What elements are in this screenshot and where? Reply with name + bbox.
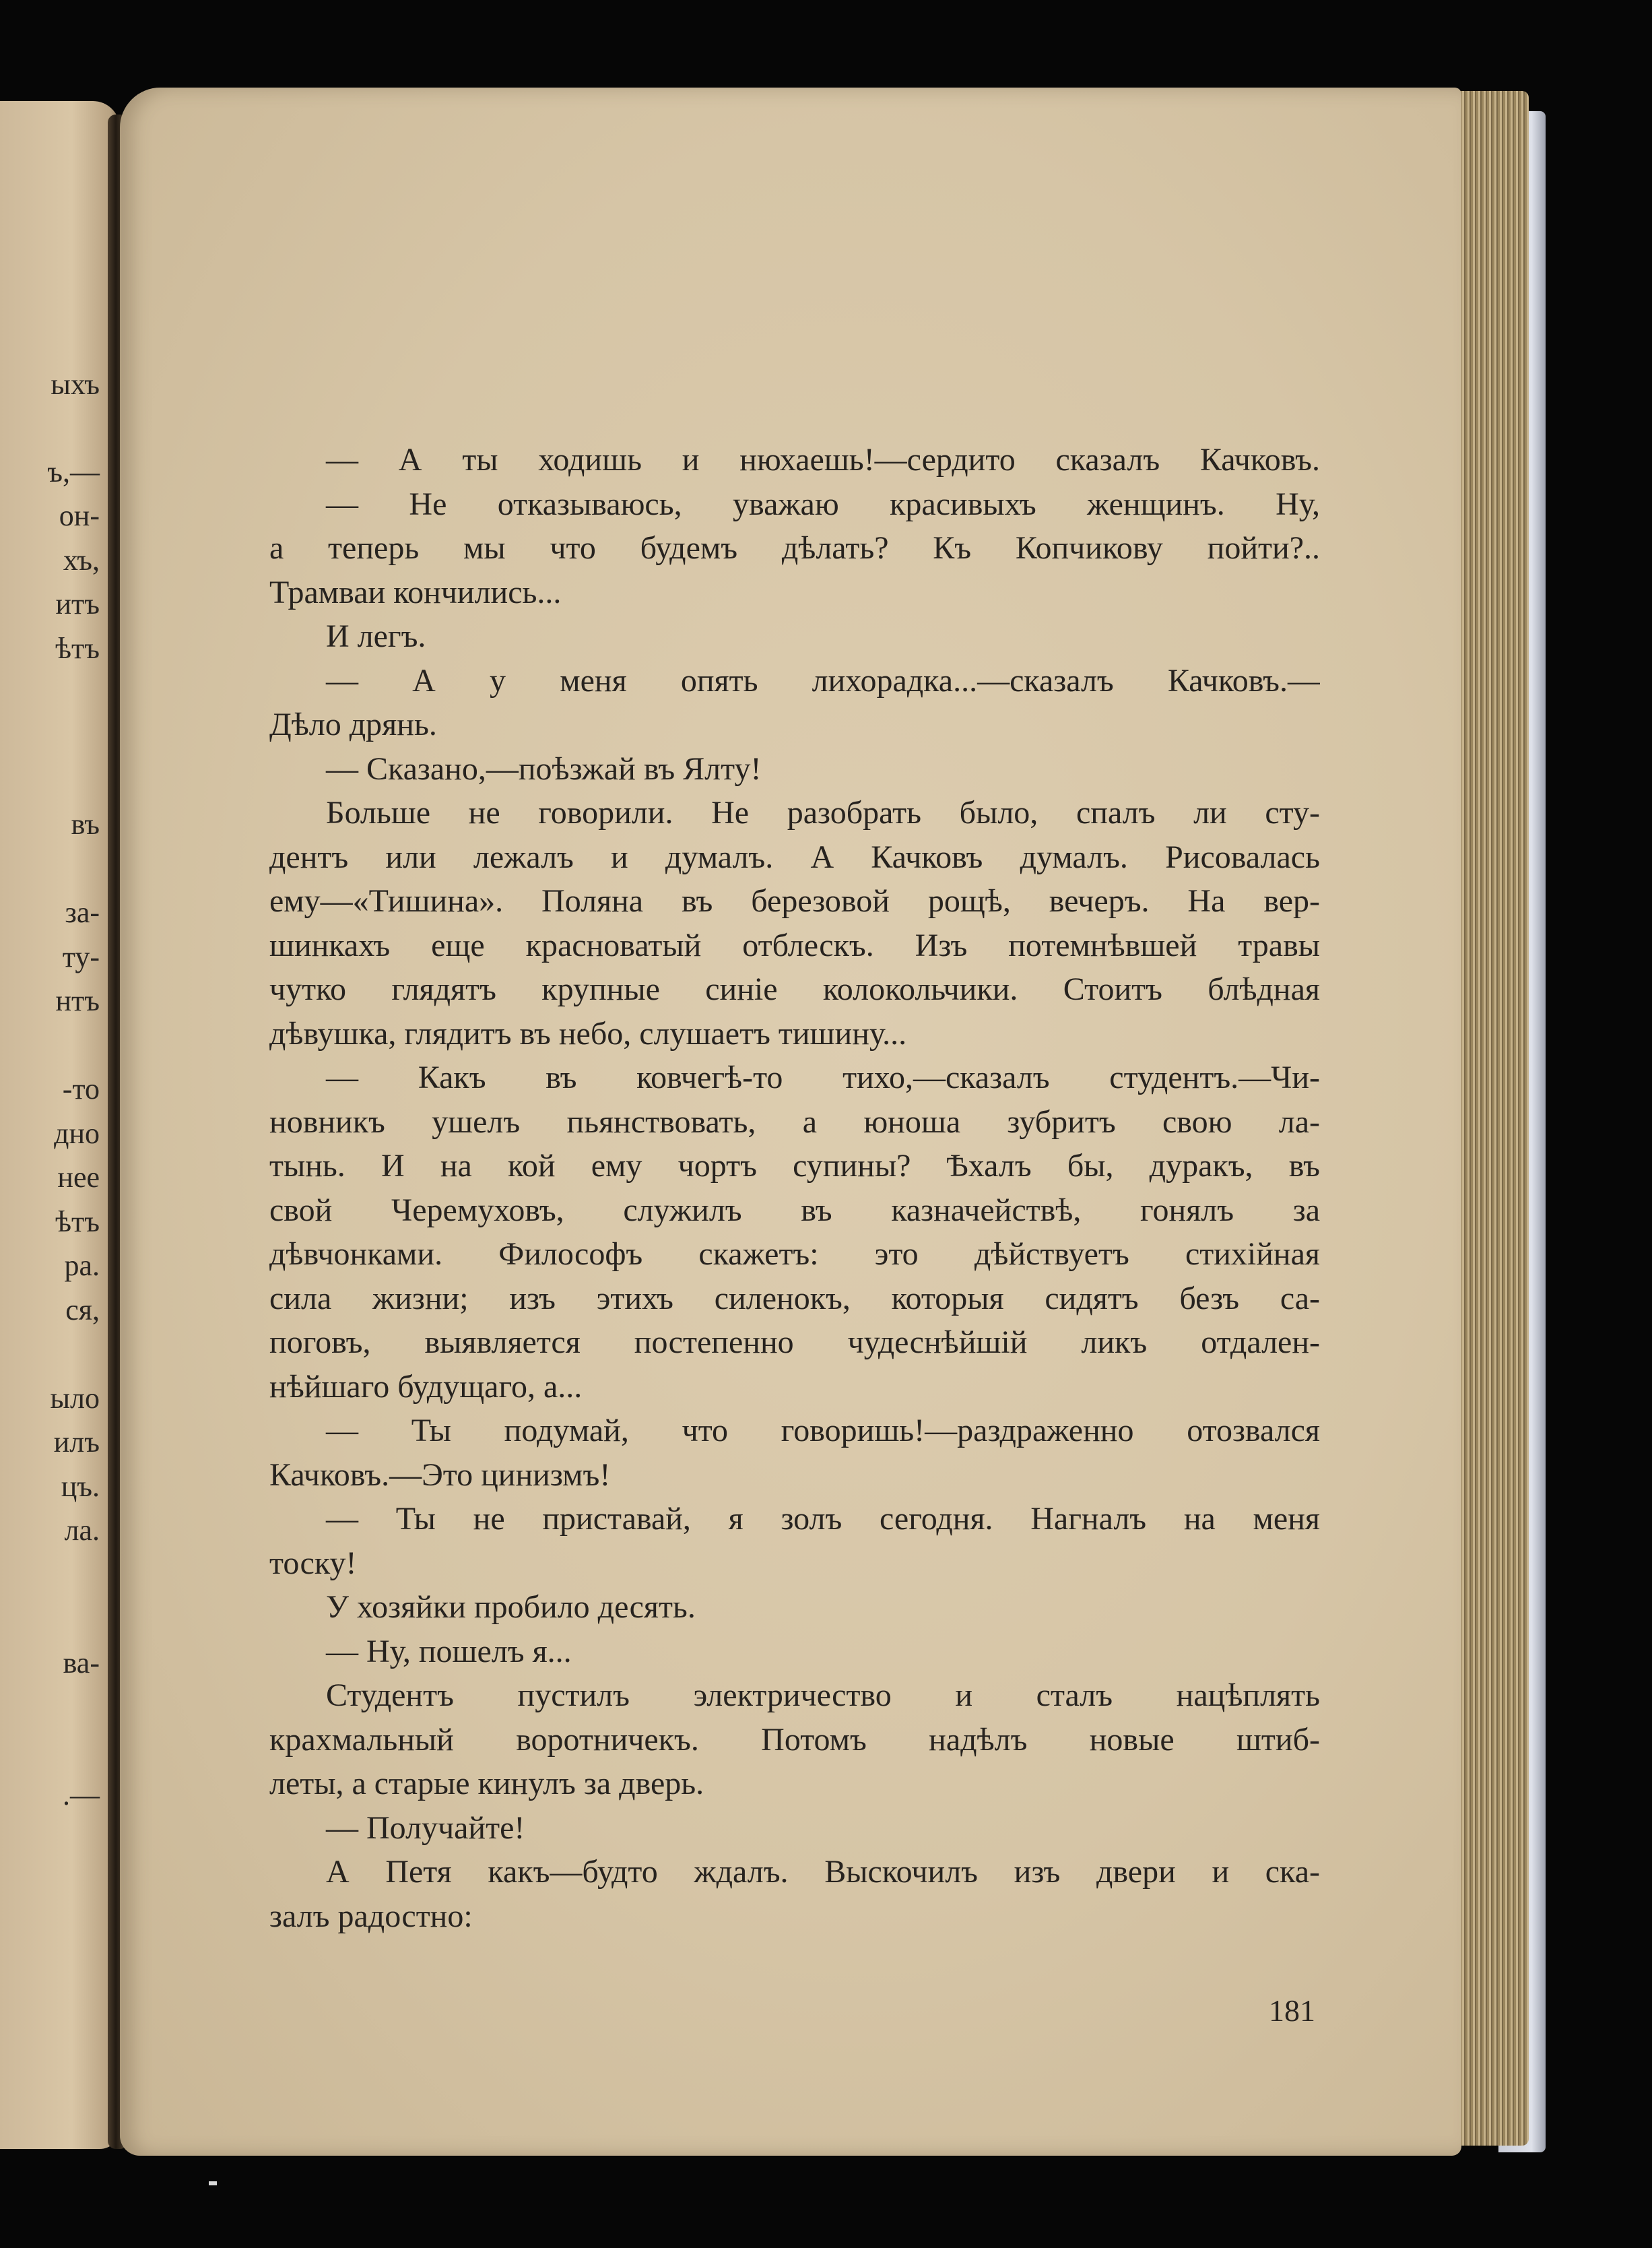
page-edges <box>1455 91 1529 2146</box>
left-page-fragment: цъ. <box>61 1470 100 1503</box>
text-line: залъ радостно: <box>269 1898 473 1934</box>
text-line: тоску! <box>269 1545 357 1581</box>
text-line: шинкахъ еще красноватый отблескъ. Изъ потемнѣвшей травы <box>269 927 1320 963</box>
text-line: тынь. И на кой ему чортъ супины? Ѣхалъ бы, дуракъ, въ <box>269 1148 1320 1184</box>
text-line: сила жизни; изъ этихъ силенокъ, которыя сидятъ безъ са- <box>269 1280 1320 1316</box>
text-line: У хозяйки пробило десять. <box>326 1589 696 1625</box>
left-page-fragment: въ <box>71 808 100 841</box>
text-line: крахмальный воротничекъ. Потомъ надѣлъ новые штиб- <box>269 1721 1320 1758</box>
left-page-fragment: итъ <box>55 587 100 620</box>
text-line: Больше не говорили. Не разобрать было, спалъ ли сту- <box>326 795 1320 831</box>
left-page-fragment: ра. <box>64 1249 100 1282</box>
left-page-fragment: ту- <box>62 940 100 973</box>
text-line: нѣйшаго будущаго, а... <box>269 1368 583 1405</box>
left-page-fragment: нтъ <box>55 984 100 1017</box>
text-line: чутко глядятъ крупные синiе колокольчики. Стоитъ блѣдная <box>269 971 1320 1007</box>
left-page-fragment: ыло <box>50 1382 100 1415</box>
left-page-fragment: ла. <box>64 1514 100 1547</box>
left-page-fragment: он- <box>59 499 100 532</box>
text-line: — Не отказываюсь, уважаю красивыхъ женщинъ. Ну, <box>326 486 1320 522</box>
left-page-fragment: -то <box>62 1072 100 1105</box>
text-line: Трамваи кончились... <box>269 574 562 610</box>
text-line: И легъ. <box>326 618 426 654</box>
text-line: — Ну, пошелъ я... <box>326 1633 572 1669</box>
left-page-fragment: дно <box>54 1117 100 1150</box>
left-page-fragment: ва- <box>63 1646 100 1679</box>
left-page-fragment: хъ, <box>63 544 100 577</box>
text-line: Качковъ.—Это цинизмъ! <box>269 1456 611 1493</box>
text-line: ему—«Тишина». Поляна въ березовой рощѣ, вечеръ. На вер- <box>269 883 1320 919</box>
left-page-edge <box>0 101 120 2149</box>
text-line: — А у меня опять лихорадка...—сказалъ Качковъ.— <box>326 662 1320 699</box>
left-page-fragment: ыхъ <box>51 368 100 401</box>
text-line: — Получайте! <box>326 1809 525 1846</box>
text-line: — Какъ въ ковчегѣ-то тихо,—сказалъ студентъ.—Чи- <box>326 1060 1320 1095</box>
left-page-fragment: ѣтъ <box>55 1205 100 1238</box>
text-line: леты, а старые кинулъ за дверь. <box>269 1766 704 1801</box>
text-line: поговъ, выявляется постепенно чудеснѣйшiй ликъ отдален- <box>269 1324 1320 1360</box>
book-page <box>120 88 1461 2156</box>
text-line: Студентъ пустилъ электричество и сталъ нацѣплять <box>326 1677 1320 1713</box>
left-page-fragment: ъ,— <box>47 455 100 488</box>
text-line: — А ты ходишь и нюхаешь!—сердито сказалъ Качковъ. <box>326 442 1320 478</box>
left-page-fragment: .— <box>63 1778 100 1811</box>
text-line: — Ты подумай, что говоришь!—раздраженно отозвался <box>326 1413 1320 1448</box>
text-line: дѣвушка, глядитъ въ небо, слушаетъ тишину... <box>269 1015 907 1052</box>
text-line: а теперь мы что будемъ дѣлать? Къ Копчикову пойти?.. <box>269 530 1320 566</box>
text-line: дѣвчонками. Философъ скажетъ: это дѣйствуетъ стихiйная <box>269 1236 1320 1272</box>
text-line: — Сказано,—поѣзжай въ Ялту! <box>326 750 762 787</box>
left-page-fragment: за- <box>65 896 100 929</box>
page-number: 181 <box>1269 1993 1315 2028</box>
text-line: А Петя какъ—будто ждалъ. Выскочилъ изъ двери и ска- <box>326 1854 1320 1890</box>
text-line: дентъ или лежалъ и думалъ. А Качковъ думалъ. Рисовалась <box>269 839 1320 875</box>
left-page-fragment: ѣтъ <box>55 632 100 665</box>
text-line: новникъ ушелъ пьянствовать, а юноша зубритъ свою ла- <box>269 1103 1320 1140</box>
page-text <box>269 438 1320 1938</box>
text-line: — Ты не приставай, я золъ сегодня. Нагналъ на меня <box>326 1501 1320 1537</box>
left-page-fragment: нее <box>57 1161 100 1194</box>
left-page-fragment: ся, <box>65 1293 100 1326</box>
scan-speck <box>209 2181 217 2185</box>
text-line: Дѣло дрянь. <box>269 707 437 742</box>
text-line: свой Черемуховъ, служилъ въ казначействѣ, гонялъ за <box>269 1192 1320 1228</box>
left-page-fragment: илъ <box>53 1425 100 1458</box>
